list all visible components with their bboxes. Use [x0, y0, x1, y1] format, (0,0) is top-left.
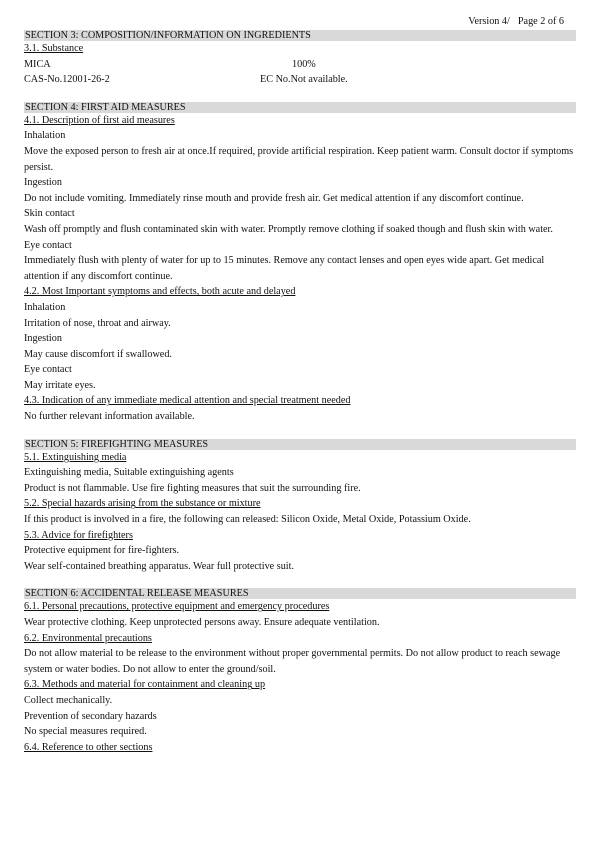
- text-line: May cause discomfort if swallowed.: [24, 348, 172, 360]
- subsection-4-1: 4.1. Description of first aid measures: [24, 114, 175, 126]
- substance-name: MICA: [24, 58, 51, 70]
- subsection-6-1: 6.1. Personal precautions, protective equipment and emergency procedures: [24, 601, 330, 613]
- identifier-row: [24, 72, 576, 88]
- version-label: Version 4/: [468, 16, 510, 27]
- substance-percent: 100%: [292, 58, 316, 70]
- subsection-4-2: 4.2. Most Important symptoms and effects, both acute and delayed: [24, 286, 296, 298]
- subsection-3-1: 3.1. Substance: [24, 43, 84, 54]
- section-3-title: SECTION 3: COMPOSITION/INFORMATION ON INGREDIENTS: [24, 30, 576, 41]
- subsection-6-3: 6.3. Methods and material for containment and cleaning up: [24, 679, 266, 691]
- subsection-5-1: 5.1. Extinguishing media: [24, 451, 127, 463]
- substance-row: [24, 57, 576, 73]
- text-line: May irritate eyes.: [24, 379, 96, 391]
- text-line: Skin contact: [24, 208, 75, 220]
- section-5-title: SECTION 5: FIREFIGHTING MEASURES: [24, 439, 576, 450]
- ec-number: EC No.Not available.: [260, 74, 348, 86]
- subsection-5-2: 5.2. Special hazards arising from the substance or mixture: [24, 498, 261, 510]
- text-line: Ingestion: [24, 333, 62, 345]
- subsection-5-3: 5.3. Advice for firefighters: [24, 529, 133, 541]
- text-line: Wear protective clothing. Keep unprotected persons away. Ensure adequate ventilation.: [24, 617, 380, 628]
- page-header: [468, 16, 564, 27]
- subsection-6-2: 6.2. Environmental precautions: [24, 632, 152, 644]
- text-line: Prevention of secondary hazards: [24, 710, 157, 722]
- text-line: Product is not flammable. Use fire fighting measures that suit the surrounding fire.: [24, 482, 361, 494]
- text-line: If this product is involved in a fire, the following can released: Silicon Oxide, Metal Oxide, Potassium Oxide.: [24, 514, 471, 526]
- text-line: Inhalation: [24, 130, 66, 142]
- text-line: Wear self-contained breathing apparatus. Wear full protective suit.: [24, 560, 295, 572]
- text-line: Move the exposed person to fresh air at once.If required, provide artificial respiration. Keep patient warm. Consult doctor if symptoms persist.: [24, 145, 574, 173]
- text-line: Eye contact: [24, 239, 72, 251]
- text-line: Immediately flush with plenty of water for up to 15 minutes. Remove any contact lenses and open eyes wide apart. Get medical attention if any discomfort continue.: [24, 255, 545, 282]
- text-line: Do not allow material to be release to the environment without proper governmental permits. Do not allow product to reach sewage system or water bodies. Do not allow to enter the ground/soil.: [24, 648, 561, 675]
- text-line: Wash off promptly and flush contaminated skin with water. Promptly remove clothing if soaked though and flush skin with water.: [24, 223, 553, 235]
- text-line: Eye contact: [24, 364, 72, 376]
- text-line: Irritation of nose, throat and airway.: [24, 317, 171, 329]
- page-number: Page 2 of 6: [517, 16, 564, 27]
- document-body: [24, 30, 576, 755]
- text-line: Do not include vomiting. Immediately rinse mouth and provide fresh air. Get medical attention if any discomfort continue.: [24, 192, 524, 204]
- section-6-title: SECTION 6: ACCIDENTAL RELEASE MEASURES: [24, 588, 576, 599]
- text-line: No special measures required.: [24, 726, 147, 738]
- text-line: Extinguishing media, Suitable extinguishing agents: [24, 467, 234, 479]
- cas-number: CAS-No.12001-26-2: [24, 74, 110, 86]
- section-4-title: SECTION 4: FIRST AID MEASURES: [24, 102, 576, 113]
- text-line: Collect mechanically.: [24, 694, 113, 706]
- text-line: Inhalation: [24, 301, 66, 313]
- subsection-6-4: 6.4. Reference to other sections: [24, 741, 153, 753]
- text-line: No further relevant information available.: [24, 411, 195, 423]
- text-line: Ingestion: [24, 177, 62, 189]
- text-line: Protective equipment for fire-fighters.: [24, 545, 180, 557]
- subsection-4-3: 4.3. Indication of any immediate medical attention and special treatment needed: [24, 395, 351, 407]
